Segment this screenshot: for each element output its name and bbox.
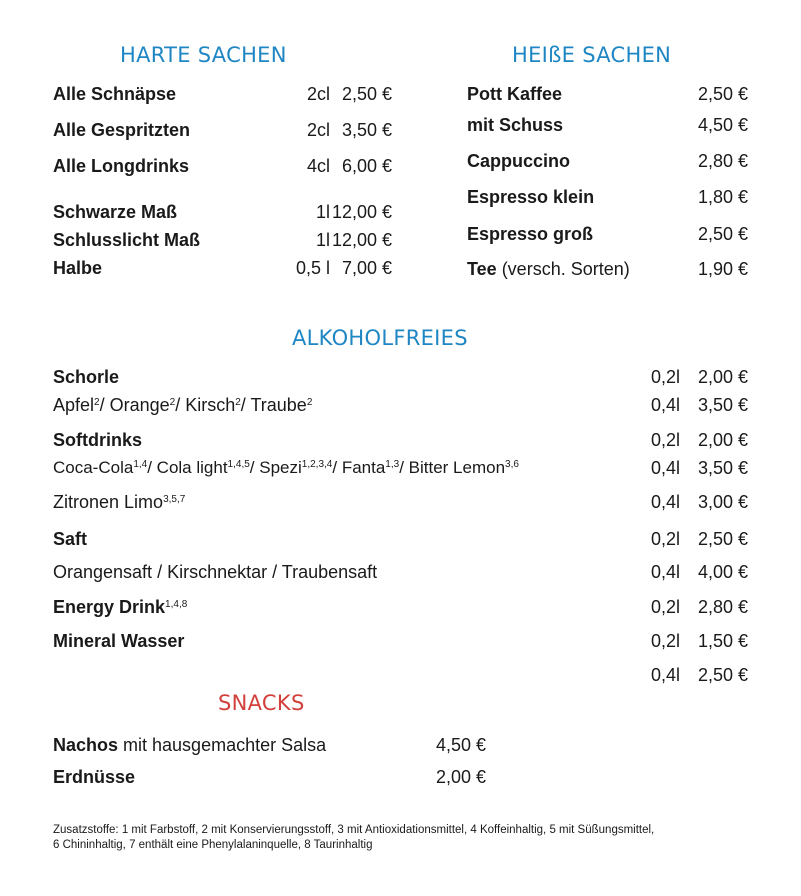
menu-item-qty: 0,2l <box>650 367 680 387</box>
menu-item-tee <box>467 258 630 280</box>
menu-item-qty: 0,2l <box>650 529 680 549</box>
menu-item-qty: 2cl <box>306 84 330 104</box>
menu-item-limo <box>53 491 185 513</box>
footnote-ref: 2 <box>235 397 241 408</box>
menu-item-qty: 1l <box>315 230 330 250</box>
menu-item-price: 2,80 € <box>697 597 748 617</box>
menu-item-price: 4,50 € <box>697 115 748 135</box>
menu-item-qty: 0,4l <box>650 395 680 415</box>
menu-item-price: 1,80 € <box>697 187 748 207</box>
section-title-heisse-sachen: HEIßE SACHEN <box>512 43 672 67</box>
variant: / Bitter Lemon <box>399 458 506 477</box>
menu-item-name: Cappuccino <box>467 151 571 171</box>
menu-item-qty: 0,4l <box>650 562 680 582</box>
footnote-ref: 2 <box>94 397 100 408</box>
menu-item-price: 2,00 € <box>435 767 486 787</box>
menu-item-variants <box>53 457 519 479</box>
menu-item-name: Alle Gespritzten <box>53 120 191 140</box>
menu-item-name: Energy Drink <box>53 597 166 617</box>
menu-item-qty: 4cl <box>306 156 330 176</box>
menu-item-nachos <box>53 734 326 756</box>
menu-item-note: mit hausgemachter Salsa <box>118 735 327 755</box>
variant: Coca-Cola <box>53 458 134 477</box>
menu-item-price: 1,90 € <box>697 259 748 279</box>
menu-item-price: 4,50 € <box>435 735 486 755</box>
menu-item-note: (versch. Sorten) <box>496 259 630 279</box>
footnote-ref: 2 <box>169 397 176 408</box>
menu-item-price: 2,50 € <box>697 84 748 104</box>
menu-item-name: Tee <box>467 259 497 279</box>
footnote-ref: 2 <box>306 397 313 408</box>
variant: Apfel <box>53 395 95 415</box>
menu-item-qty: 0,5 l <box>295 258 330 278</box>
menu-item-price: 12,00 € <box>331 202 392 222</box>
menu-item-name: Schlusslicht Maß <box>53 230 201 250</box>
menu-item-price: 2,00 € <box>697 367 748 387</box>
menu-item-qty: 0,4l <box>650 665 680 685</box>
menu-item-price: 2,80 € <box>697 151 748 171</box>
menu-item-price: 2,50 € <box>697 665 748 685</box>
variant: / Fanta <box>332 458 386 477</box>
menu-item-qty: 0,2l <box>650 430 680 450</box>
menu-item-name: Zitronen Limo <box>53 492 164 512</box>
menu-item-price: 6,00 € <box>341 156 392 176</box>
footnote-ref: 1,4,8 <box>165 599 188 610</box>
menu-item-price: 3,50 € <box>697 458 748 478</box>
menu-item-name: Espresso groß <box>467 224 594 244</box>
menu-item-price: 2,50 € <box>697 224 748 244</box>
menu-item-qty: 1l <box>315 202 330 222</box>
variant: / Spezi <box>249 458 302 477</box>
menu-item-name: Halbe <box>53 258 103 278</box>
footnote-line: 6 Chininhaltig, 7 enthält eine Phenylalaninquelle, 8 Taurinhaltig <box>53 839 373 851</box>
menu-item-variants: Orangensaft / Kirschnektar / Traubensaft <box>53 562 378 582</box>
section-title-harte-sachen: HARTE SACHEN <box>120 43 287 67</box>
menu-item-price: 2,50 € <box>697 529 748 549</box>
menu-item-name: Alle Longdrinks <box>53 156 190 176</box>
menu-item-price: 3,50 € <box>341 120 392 140</box>
menu-item-name: Schorle <box>53 367 120 387</box>
footnote-ref: 1,4,5 <box>227 459 250 470</box>
additives-footnote <box>53 823 753 853</box>
footnote-line: Zusatzstoffe: 1 mit Farbstoff, 2 mit Konservierungsstoff, 3 mit Antioxidationsmittel, 4 Koffeinhaltig, 5 mit Süßungsmittel, <box>53 824 655 836</box>
menu-item-qty: 2cl <box>306 120 330 140</box>
menu-item-qty: 0,2l <box>650 631 680 651</box>
menu-item-name: mit Schuss <box>467 115 564 135</box>
menu-item-name: Erdnüsse <box>53 767 136 787</box>
menu-item-name: Pott Kaffee <box>467 84 563 104</box>
menu-item-name: Nachos <box>53 735 119 755</box>
section-title-snacks: SNACKS <box>218 691 305 715</box>
menu-item-name: Espresso klein <box>467 187 595 207</box>
menu-item-price: 1,50 € <box>697 631 748 651</box>
menu-item-price: 12,00 € <box>331 230 392 250</box>
menu-item-name: Saft <box>53 529 88 549</box>
variant: / Cola light <box>147 458 228 477</box>
footnote-ref: 3,6 <box>505 459 519 470</box>
section-title-alkoholfreies: ALKOHOLFREIES <box>292 326 468 350</box>
menu-item-qty: 0,2l <box>650 597 680 617</box>
variant: / Orange <box>99 395 170 415</box>
menu-item-name: Schwarze Maß <box>53 202 178 222</box>
menu-item-price: 2,50 € <box>341 84 392 104</box>
menu-item-price: 3,00 € <box>697 492 748 512</box>
footnote-ref: 1,4 <box>133 459 148 470</box>
menu-item-price: 7,00 € <box>341 258 392 278</box>
footnote-ref: 3,5,7 <box>163 494 186 505</box>
menu-item-energy <box>53 596 187 618</box>
menu-item-price: 4,00 € <box>697 562 748 582</box>
menu-item-name: Alle Schnäpse <box>53 84 177 104</box>
menu-item-variants <box>53 394 312 416</box>
menu-item-qty: 0,4l <box>650 492 680 512</box>
variant: / Kirsch <box>175 395 236 415</box>
footnote-ref: 1,3 <box>385 459 400 470</box>
variant: / Traube <box>240 395 307 415</box>
menu-item-name: Softdrinks <box>53 430 143 450</box>
menu-item-qty: 0,4l <box>650 458 680 478</box>
menu-item-name: Mineral Wasser <box>53 631 185 651</box>
menu-item-price: 2,00 € <box>697 430 748 450</box>
menu-item-price: 3,50 € <box>697 395 748 415</box>
footnote-ref: 1,2,3,4 <box>301 459 333 470</box>
